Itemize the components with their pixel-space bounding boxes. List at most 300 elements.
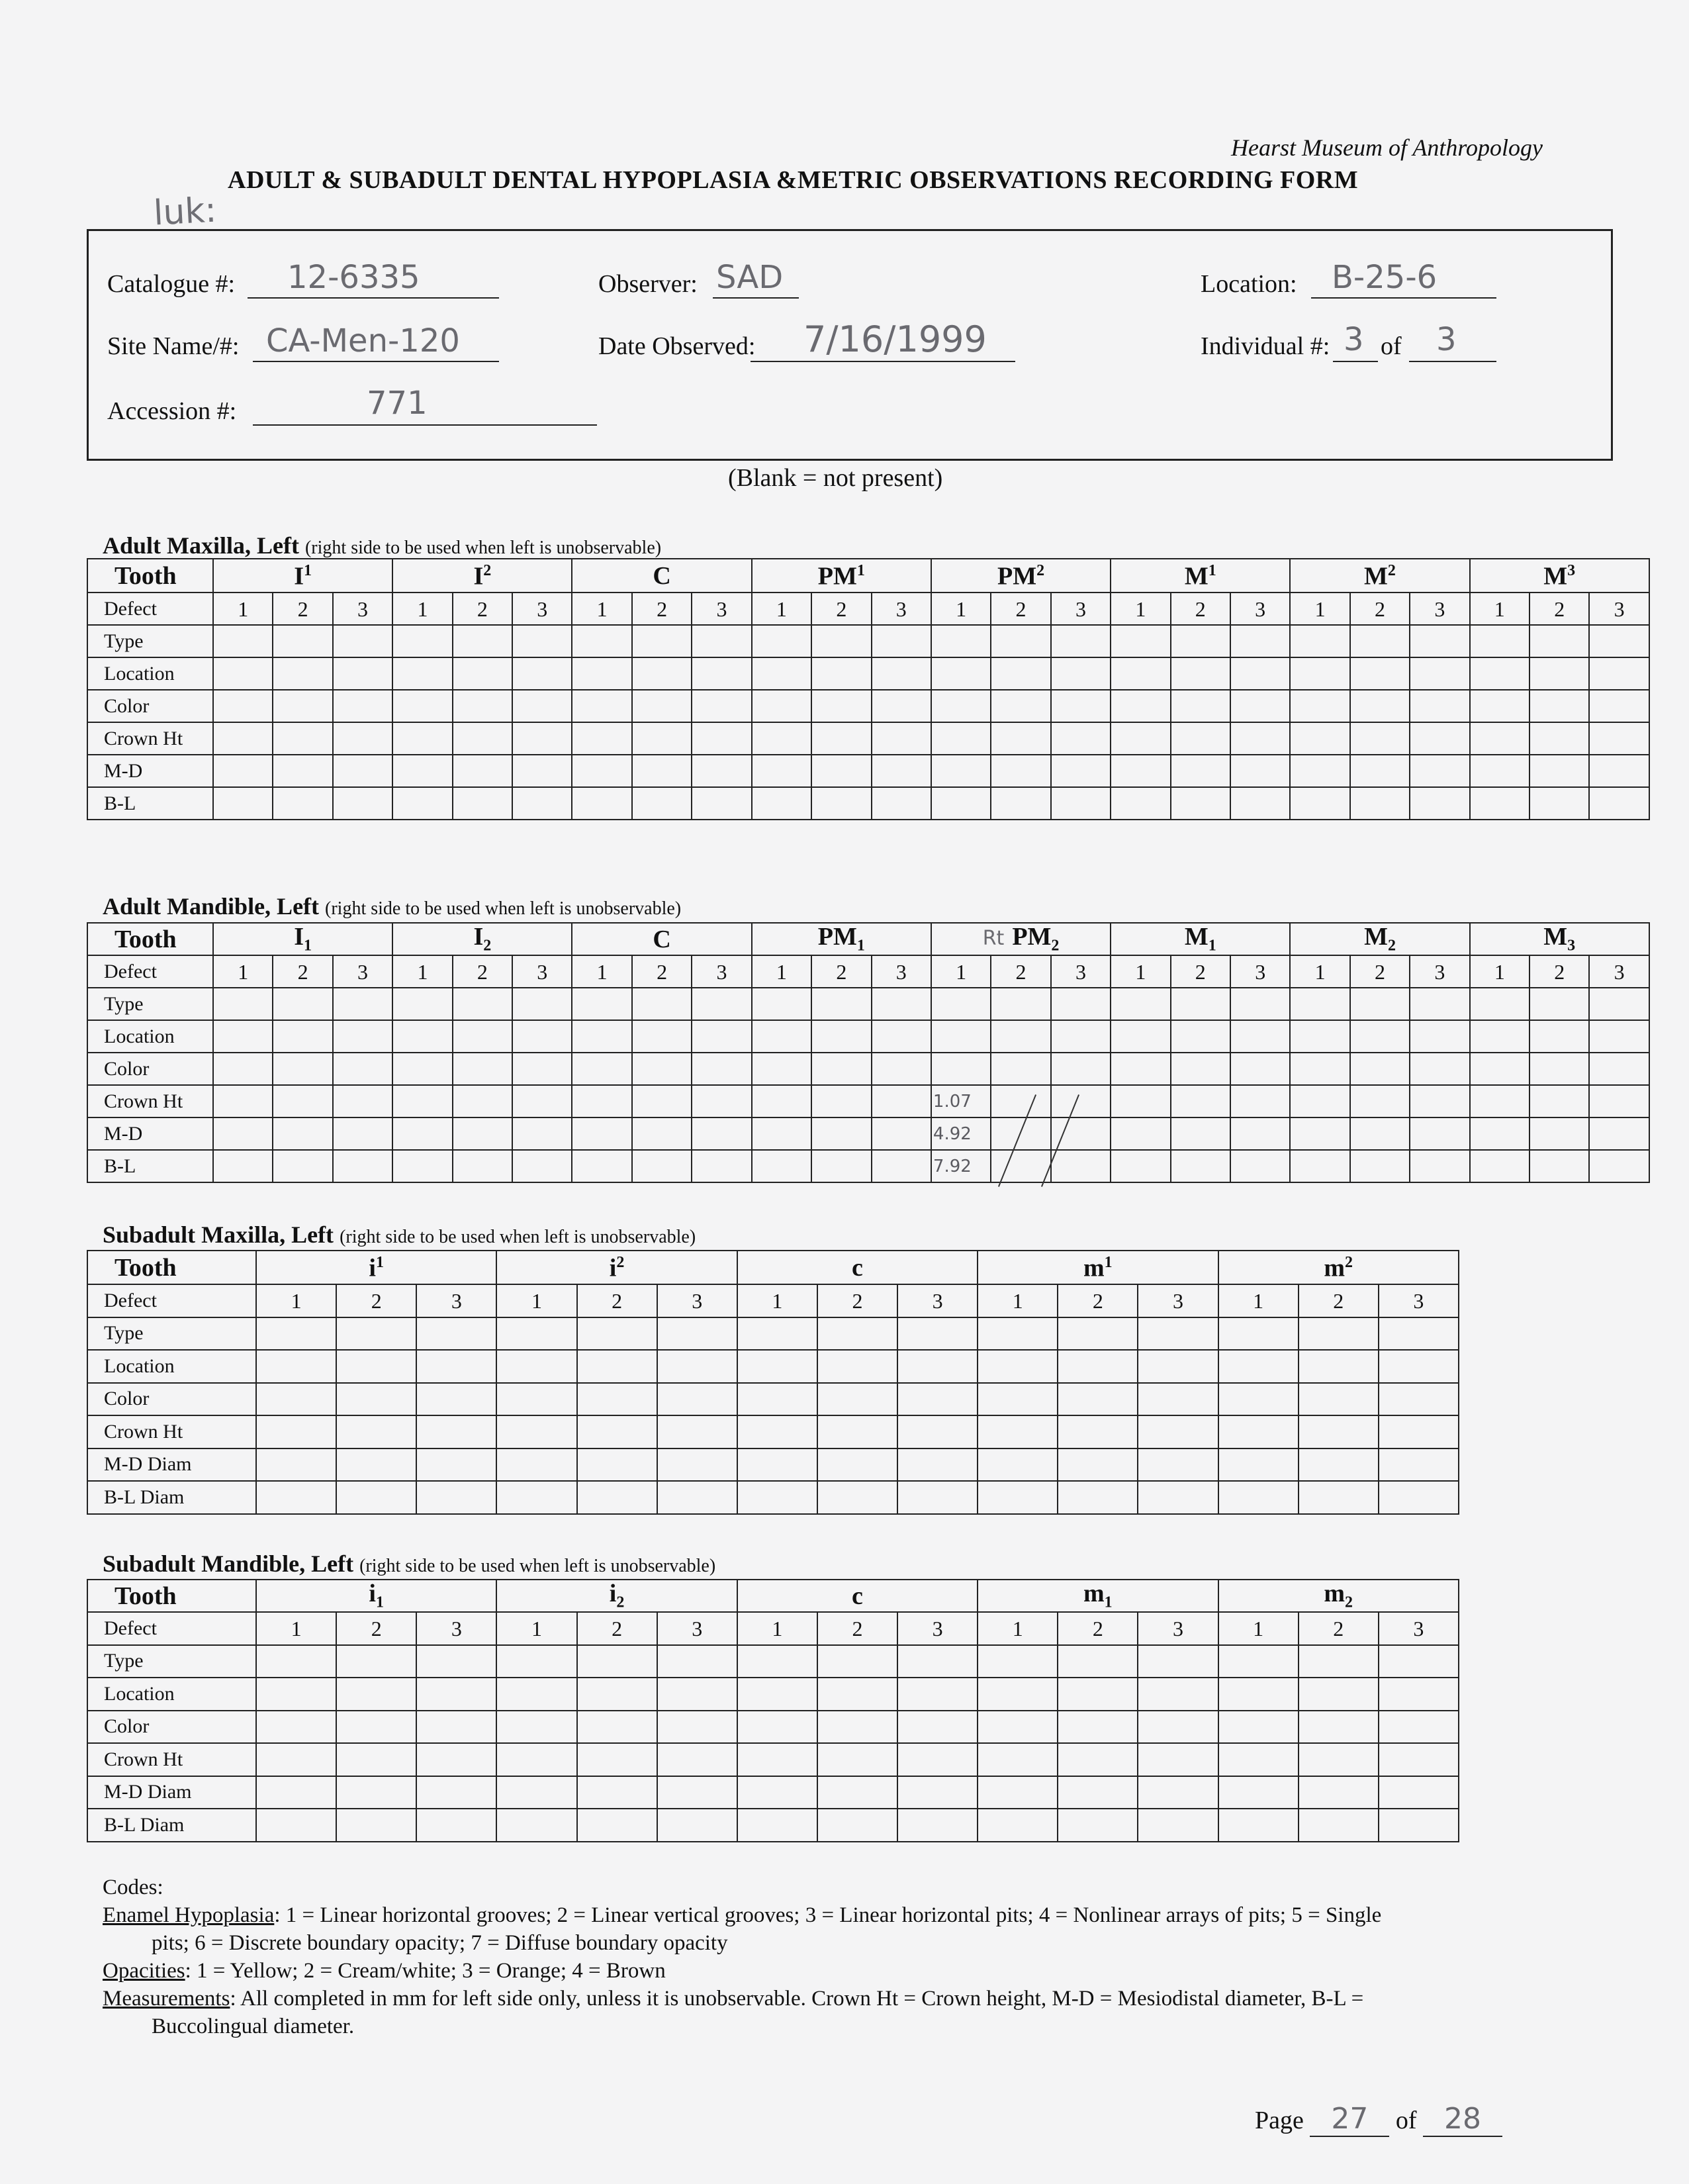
entry-cell[interactable] (577, 1383, 657, 1416)
entry-cell[interactable] (657, 1317, 737, 1351)
entry-cell[interactable] (1350, 690, 1410, 722)
entry-cell[interactable] (1111, 657, 1170, 690)
entry-cell[interactable] (817, 1809, 897, 1842)
entry-cell[interactable] (453, 1150, 512, 1182)
entry-cell[interactable] (1218, 1809, 1299, 1842)
defect-number-cell[interactable]: 2 (632, 593, 692, 625)
entry-cell[interactable] (737, 1776, 817, 1809)
entry-cell[interactable] (1470, 722, 1529, 755)
entry-cell[interactable] (692, 1117, 751, 1150)
entry-cell[interactable] (453, 657, 512, 690)
defect-number-cell[interactable]: 3 (416, 1612, 496, 1645)
entry-cell[interactable] (872, 722, 931, 755)
defect-number-cell[interactable]: 1 (737, 1612, 817, 1645)
entry-cell[interactable] (1230, 1117, 1290, 1150)
entry-cell[interactable] (632, 1150, 692, 1182)
entry-cell[interactable] (632, 1053, 692, 1085)
entry-cell[interactable] (632, 1020, 692, 1053)
entry-cell[interactable] (817, 1645, 897, 1678)
entry-cell[interactable] (872, 1085, 931, 1117)
entry-cell[interactable] (1529, 1150, 1589, 1182)
entry-cell[interactable] (256, 1743, 336, 1776)
entry-cell[interactable] (872, 1117, 931, 1150)
entry-cell[interactable] (1218, 1743, 1299, 1776)
entry-cell[interactable] (737, 1448, 817, 1482)
entry-cell[interactable] (256, 1711, 336, 1744)
entry-cell[interactable] (496, 1678, 576, 1711)
entry-cell[interactable] (1138, 1317, 1218, 1351)
entry-cell[interactable] (496, 1711, 576, 1744)
entry-cell[interactable] (1051, 755, 1111, 787)
entry-cell[interactable] (657, 1678, 737, 1711)
entry-cell[interactable] (1230, 625, 1290, 657)
entry-cell[interactable] (256, 1776, 336, 1809)
entry-cell[interactable] (692, 988, 751, 1020)
entry-cell[interactable] (273, 1053, 332, 1085)
entry-cell[interactable] (1290, 1150, 1349, 1182)
entry-cell[interactable] (1051, 1053, 1111, 1085)
entry-cell[interactable] (632, 1117, 692, 1150)
entry-cell[interactable] (1299, 1776, 1379, 1809)
entry-cell[interactable] (416, 1448, 496, 1482)
entry-cell[interactable] (1058, 1350, 1138, 1383)
entry-cell[interactable] (1350, 1053, 1410, 1085)
entry-cell[interactable] (1218, 1645, 1299, 1678)
entry-cell[interactable] (577, 1350, 657, 1383)
entry-cell[interactable] (572, 1020, 631, 1053)
entry-cell[interactable] (1299, 1645, 1379, 1678)
entry-cell[interactable] (336, 1383, 416, 1416)
entry-cell[interactable] (512, 988, 572, 1020)
defect-number-cell[interactable]: 3 (1051, 955, 1111, 988)
entry-cell[interactable] (752, 988, 811, 1020)
defect-number-cell[interactable]: 2 (1299, 1612, 1379, 1645)
entry-cell[interactable] (1350, 1150, 1410, 1182)
entry-cell[interactable] (1470, 988, 1529, 1020)
entry-cell[interactable] (512, 690, 572, 722)
entry-cell[interactable] (1171, 1053, 1230, 1085)
entry-cell[interactable] (1111, 755, 1170, 787)
entry-cell[interactable] (897, 1317, 978, 1351)
entry-cell[interactable] (333, 722, 392, 755)
entry-cell[interactable] (1051, 1085, 1111, 1117)
entry-cell[interactable] (991, 1020, 1050, 1053)
defect-number-cell[interactable]: 2 (273, 955, 332, 988)
entry-cell[interactable] (1529, 690, 1589, 722)
entry-cell[interactable] (416, 1317, 496, 1351)
entry-cell[interactable] (1379, 1776, 1459, 1809)
entry-cell[interactable] (1171, 988, 1230, 1020)
entry-cell[interactable] (273, 690, 332, 722)
entry-cell[interactable] (213, 1085, 273, 1117)
entry-cell[interactable] (1410, 755, 1469, 787)
entry-cell[interactable] (1171, 1085, 1230, 1117)
defect-number-cell[interactable]: 3 (1230, 593, 1290, 625)
entry-cell[interactable] (1111, 625, 1170, 657)
entry-cell[interactable] (1379, 1711, 1459, 1744)
entry-cell[interactable] (931, 787, 991, 820)
entry-cell[interactable] (1051, 1117, 1111, 1150)
entry-cell[interactable] (392, 1053, 452, 1085)
entry-cell[interactable] (333, 657, 392, 690)
entry-cell[interactable] (811, 625, 871, 657)
entry-cell[interactable] (1299, 1743, 1379, 1776)
site-value[interactable]: CA-Men-120 (266, 322, 460, 359)
entry-cell[interactable] (333, 755, 392, 787)
entry-cell[interactable] (817, 1678, 897, 1711)
entry-cell[interactable] (1111, 1053, 1170, 1085)
entry-cell[interactable] (392, 625, 452, 657)
defect-number-cell[interactable]: 3 (872, 593, 931, 625)
entry-cell[interactable] (897, 1743, 978, 1776)
entry-cell[interactable] (496, 1448, 576, 1482)
entry-cell[interactable] (991, 657, 1050, 690)
entry-cell[interactable] (931, 1020, 991, 1053)
entry-cell[interactable] (991, 1150, 1050, 1182)
entry-cell[interactable] (577, 1448, 657, 1482)
defect-number-cell[interactable]: 2 (991, 593, 1050, 625)
entry-cell[interactable] (991, 787, 1050, 820)
entry-cell[interactable] (737, 1743, 817, 1776)
entry-cell[interactable] (1529, 755, 1589, 787)
entry-cell[interactable] (1350, 1085, 1410, 1117)
entry-cell[interactable] (392, 1117, 452, 1150)
entry-cell[interactable] (1529, 988, 1589, 1020)
entry-cell[interactable] (273, 988, 332, 1020)
entry-cell[interactable] (1589, 690, 1649, 722)
entry-cell[interactable] (273, 1085, 332, 1117)
entry-cell[interactable] (416, 1481, 496, 1514)
entry-cell[interactable] (572, 787, 631, 820)
entry-cell[interactable] (991, 1117, 1050, 1150)
entry-cell[interactable] (333, 1150, 392, 1182)
entry-cell[interactable] (213, 755, 273, 787)
entry-cell[interactable] (256, 1448, 336, 1482)
entry-cell[interactable] (1529, 787, 1589, 820)
entry-cell[interactable] (872, 657, 931, 690)
entry-cell[interactable] (872, 625, 931, 657)
entry-cell[interactable] (496, 1809, 576, 1842)
entry-cell[interactable] (416, 1743, 496, 1776)
defect-number-cell[interactable]: 1 (1470, 955, 1529, 988)
entry-cell[interactable] (1299, 1415, 1379, 1448)
entry-cell[interactable] (1410, 657, 1469, 690)
defect-number-cell[interactable]: 3 (512, 955, 572, 988)
entry-cell[interactable] (991, 988, 1050, 1020)
entry-cell[interactable] (336, 1743, 416, 1776)
entry-cell[interactable] (1230, 755, 1290, 787)
entry-cell[interactable] (336, 1809, 416, 1842)
entry-cell[interactable] (1410, 988, 1469, 1020)
entry-cell[interactable] (978, 1448, 1058, 1482)
entry-cell[interactable] (752, 690, 811, 722)
entry-cell[interactable] (991, 722, 1050, 755)
entry-cell[interactable] (453, 1117, 512, 1150)
entry-cell[interactable] (1379, 1809, 1459, 1842)
entry-cell[interactable] (512, 1020, 572, 1053)
entry-cell[interactable] (453, 755, 512, 787)
entry-cell[interactable] (416, 1809, 496, 1842)
entry-cell[interactable] (336, 1481, 416, 1514)
entry-cell[interactable] (416, 1776, 496, 1809)
defect-number-cell[interactable]: 2 (577, 1284, 657, 1317)
entry-cell[interactable] (1470, 1053, 1529, 1085)
defect-number-cell[interactable]: 2 (1529, 955, 1589, 988)
entry-cell[interactable] (1058, 1678, 1138, 1711)
entry-cell[interactable] (1350, 988, 1410, 1020)
defect-number-cell[interactable]: 2 (1058, 1612, 1138, 1645)
entry-cell[interactable] (1051, 657, 1111, 690)
defect-number-cell[interactable]: 3 (333, 593, 392, 625)
defect-number-cell[interactable]: 1 (1290, 593, 1349, 625)
entry-cell[interactable] (931, 722, 991, 755)
entry-cell[interactable] (333, 625, 392, 657)
entry-cell[interactable] (496, 1776, 576, 1809)
entry-cell[interactable] (416, 1383, 496, 1416)
entry-cell[interactable] (1350, 787, 1410, 820)
entry-cell[interactable] (453, 690, 512, 722)
entry-cell[interactable] (811, 657, 871, 690)
entry-cell[interactable] (1171, 690, 1230, 722)
entry-cell[interactable] (1111, 787, 1170, 820)
entry-cell[interactable] (1138, 1645, 1218, 1678)
entry-cell[interactable] (1379, 1678, 1459, 1711)
entry-cell[interactable] (392, 1085, 452, 1117)
entry-cell[interactable] (657, 1383, 737, 1416)
entry-cell[interactable] (1058, 1481, 1138, 1514)
entry-cell[interactable] (752, 1053, 811, 1085)
entry-cell[interactable] (752, 1085, 811, 1117)
entry-cell[interactable] (1230, 1085, 1290, 1117)
entry-cell[interactable] (752, 657, 811, 690)
entry-cell[interactable] (572, 690, 631, 722)
entry-cell[interactable] (1379, 1350, 1459, 1383)
defect-number-cell[interactable]: 3 (1051, 593, 1111, 625)
entry-cell[interactable] (897, 1350, 978, 1383)
entry-cell[interactable] (811, 1150, 871, 1182)
entry-cell[interactable] (1529, 1085, 1589, 1117)
entry-cell[interactable] (1230, 787, 1290, 820)
entry-cell[interactable] (453, 787, 512, 820)
entry-cell[interactable] (572, 625, 631, 657)
entry-cell[interactable] (931, 1053, 991, 1085)
entry-cell[interactable] (811, 1085, 871, 1117)
defect-number-cell[interactable]: 3 (692, 593, 751, 625)
entry-cell[interactable] (1290, 787, 1349, 820)
entry-cell[interactable] (752, 1117, 811, 1150)
defect-number-cell[interactable]: 2 (811, 955, 871, 988)
defect-number-cell[interactable]: 2 (1350, 955, 1410, 988)
entry-cell[interactable] (657, 1711, 737, 1744)
entry-cell[interactable] (453, 625, 512, 657)
entry-cell[interactable] (931, 755, 991, 787)
entry-cell[interactable] (897, 1415, 978, 1448)
entry-cell[interactable] (1379, 1645, 1459, 1678)
entry-cell[interactable] (392, 657, 452, 690)
entry-cell[interactable] (273, 1150, 332, 1182)
entry-cell[interactable] (336, 1350, 416, 1383)
date-value[interactable]: 7/16/1999 (803, 318, 987, 360)
entry-cell[interactable] (1529, 1020, 1589, 1053)
entry-cell[interactable] (213, 787, 273, 820)
location-value[interactable]: B-25-6 (1332, 259, 1438, 296)
defect-number-cell[interactable]: 1 (1218, 1612, 1299, 1645)
entry-cell[interactable] (737, 1317, 817, 1351)
entry-cell[interactable] (416, 1350, 496, 1383)
entry-cell[interactable] (978, 1711, 1058, 1744)
entry-cell[interactable] (496, 1645, 576, 1678)
entry-cell[interactable] (872, 988, 931, 1020)
entry-cell[interactable] (692, 657, 751, 690)
entry-cell[interactable] (1299, 1678, 1379, 1711)
entry-cell[interactable] (1379, 1448, 1459, 1482)
entry-cell[interactable] (213, 1150, 273, 1182)
entry-cell[interactable] (1299, 1350, 1379, 1383)
entry-cell[interactable] (872, 755, 931, 787)
entry-cell[interactable] (1410, 1020, 1469, 1053)
entry-cell[interactable] (657, 1350, 737, 1383)
defect-number-cell[interactable]: 3 (1379, 1284, 1459, 1317)
entry-cell[interactable] (1470, 1117, 1529, 1150)
entry-cell[interactable] (1350, 625, 1410, 657)
entry-cell[interactable] (1529, 657, 1589, 690)
defect-number-cell[interactable]: 2 (1058, 1284, 1138, 1317)
entry-cell[interactable] (897, 1678, 978, 1711)
entry-cell[interactable] (1529, 722, 1589, 755)
entry-cell[interactable] (991, 1053, 1050, 1085)
entry-cell[interactable] (737, 1350, 817, 1383)
entry-cell[interactable] (336, 1711, 416, 1744)
entry-cell[interactable] (256, 1317, 336, 1351)
entry-cell[interactable] (1111, 1085, 1170, 1117)
entry-cell[interactable] (657, 1776, 737, 1809)
entry-cell[interactable] (1058, 1383, 1138, 1416)
entry-cell[interactable] (1138, 1809, 1218, 1842)
entry-cell[interactable] (1218, 1481, 1299, 1514)
entry-cell[interactable] (811, 988, 871, 1020)
entry-cell[interactable] (978, 1383, 1058, 1416)
entry-cell[interactable] (1410, 722, 1469, 755)
entry-cell[interactable] (811, 1020, 871, 1053)
entry-cell[interactable] (692, 625, 751, 657)
defect-number-cell[interactable]: 1 (752, 593, 811, 625)
defect-number-cell[interactable]: 1 (1111, 593, 1170, 625)
entry-cell[interactable] (632, 787, 692, 820)
entry-cell[interactable] (577, 1743, 657, 1776)
recorded-measurement[interactable]: 7.92 (931, 1150, 991, 1182)
entry-cell[interactable] (1410, 787, 1469, 820)
entry-cell[interactable] (392, 755, 452, 787)
entry-cell[interactable] (931, 690, 991, 722)
entry-cell[interactable] (1589, 1085, 1649, 1117)
entry-cell[interactable] (1051, 1020, 1111, 1053)
entry-cell[interactable] (872, 1020, 931, 1053)
entry-cell[interactable] (1350, 657, 1410, 690)
entry-cell[interactable] (1379, 1743, 1459, 1776)
entry-cell[interactable] (1290, 1117, 1349, 1150)
entry-cell[interactable] (632, 1085, 692, 1117)
entry-cell[interactable] (336, 1448, 416, 1482)
entry-cell[interactable] (632, 722, 692, 755)
entry-cell[interactable] (752, 787, 811, 820)
entry-cell[interactable] (1470, 657, 1529, 690)
entry-cell[interactable] (213, 690, 273, 722)
entry-cell[interactable] (1111, 722, 1170, 755)
entry-cell[interactable] (512, 1053, 572, 1085)
entry-cell[interactable] (1350, 755, 1410, 787)
entry-cell[interactable] (1230, 722, 1290, 755)
entry-cell[interactable] (1051, 722, 1111, 755)
entry-cell[interactable] (1138, 1776, 1218, 1809)
entry-cell[interactable] (416, 1415, 496, 1448)
defect-number-cell[interactable]: 1 (931, 955, 991, 988)
entry-cell[interactable] (496, 1350, 576, 1383)
entry-cell[interactable] (496, 1743, 576, 1776)
entry-cell[interactable] (1290, 1020, 1349, 1053)
entry-cell[interactable] (1299, 1711, 1379, 1744)
entry-cell[interactable] (1138, 1415, 1218, 1448)
entry-cell[interactable] (1058, 1645, 1138, 1678)
entry-cell[interactable] (1218, 1317, 1299, 1351)
entry-cell[interactable] (692, 1020, 751, 1053)
defect-number-cell[interactable]: 2 (453, 955, 512, 988)
entry-cell[interactable] (1058, 1776, 1138, 1809)
entry-cell[interactable] (572, 755, 631, 787)
entry-cell[interactable] (978, 1678, 1058, 1711)
catalogue-value[interactable]: 12-6335 (287, 259, 420, 296)
entry-cell[interactable] (817, 1317, 897, 1351)
entry-cell[interactable] (1051, 1150, 1111, 1182)
entry-cell[interactable] (872, 690, 931, 722)
defect-number-cell[interactable]: 2 (453, 593, 512, 625)
entry-cell[interactable] (811, 787, 871, 820)
defect-number-cell[interactable]: 1 (392, 955, 452, 988)
defect-number-cell[interactable]: 1 (256, 1612, 336, 1645)
entry-cell[interactable] (1218, 1711, 1299, 1744)
entry-cell[interactable] (931, 625, 991, 657)
entry-cell[interactable] (1171, 1020, 1230, 1053)
entry-cell[interactable] (1410, 1150, 1469, 1182)
entry-cell[interactable] (1410, 1053, 1469, 1085)
entry-cell[interactable] (416, 1645, 496, 1678)
entry-cell[interactable] (273, 1117, 332, 1150)
entry-cell[interactable] (692, 1085, 751, 1117)
entry-cell[interactable] (273, 787, 332, 820)
entry-cell[interactable] (657, 1481, 737, 1514)
entry-cell[interactable] (632, 625, 692, 657)
entry-cell[interactable] (817, 1383, 897, 1416)
entry-cell[interactable] (897, 1809, 978, 1842)
entry-cell[interactable] (1138, 1448, 1218, 1482)
defect-number-cell[interactable]: 3 (897, 1284, 978, 1317)
entry-cell[interactable] (978, 1645, 1058, 1678)
entry-cell[interactable] (978, 1481, 1058, 1514)
entry-cell[interactable] (737, 1678, 817, 1711)
defect-number-cell[interactable]: 1 (496, 1612, 576, 1645)
defect-number-cell[interactable]: 3 (1379, 1612, 1459, 1645)
entry-cell[interactable] (692, 722, 751, 755)
entry-cell[interactable] (1051, 787, 1111, 820)
entry-cell[interactable] (336, 1317, 416, 1351)
entry-cell[interactable] (737, 1711, 817, 1744)
entry-cell[interactable] (811, 755, 871, 787)
entry-cell[interactable] (931, 988, 991, 1020)
entry-cell[interactable] (336, 1645, 416, 1678)
entry-cell[interactable] (1051, 625, 1111, 657)
entry-cell[interactable] (1379, 1481, 1459, 1514)
individual-value[interactable]: 3 (1344, 321, 1364, 358)
defect-number-cell[interactable]: 1 (213, 955, 273, 988)
